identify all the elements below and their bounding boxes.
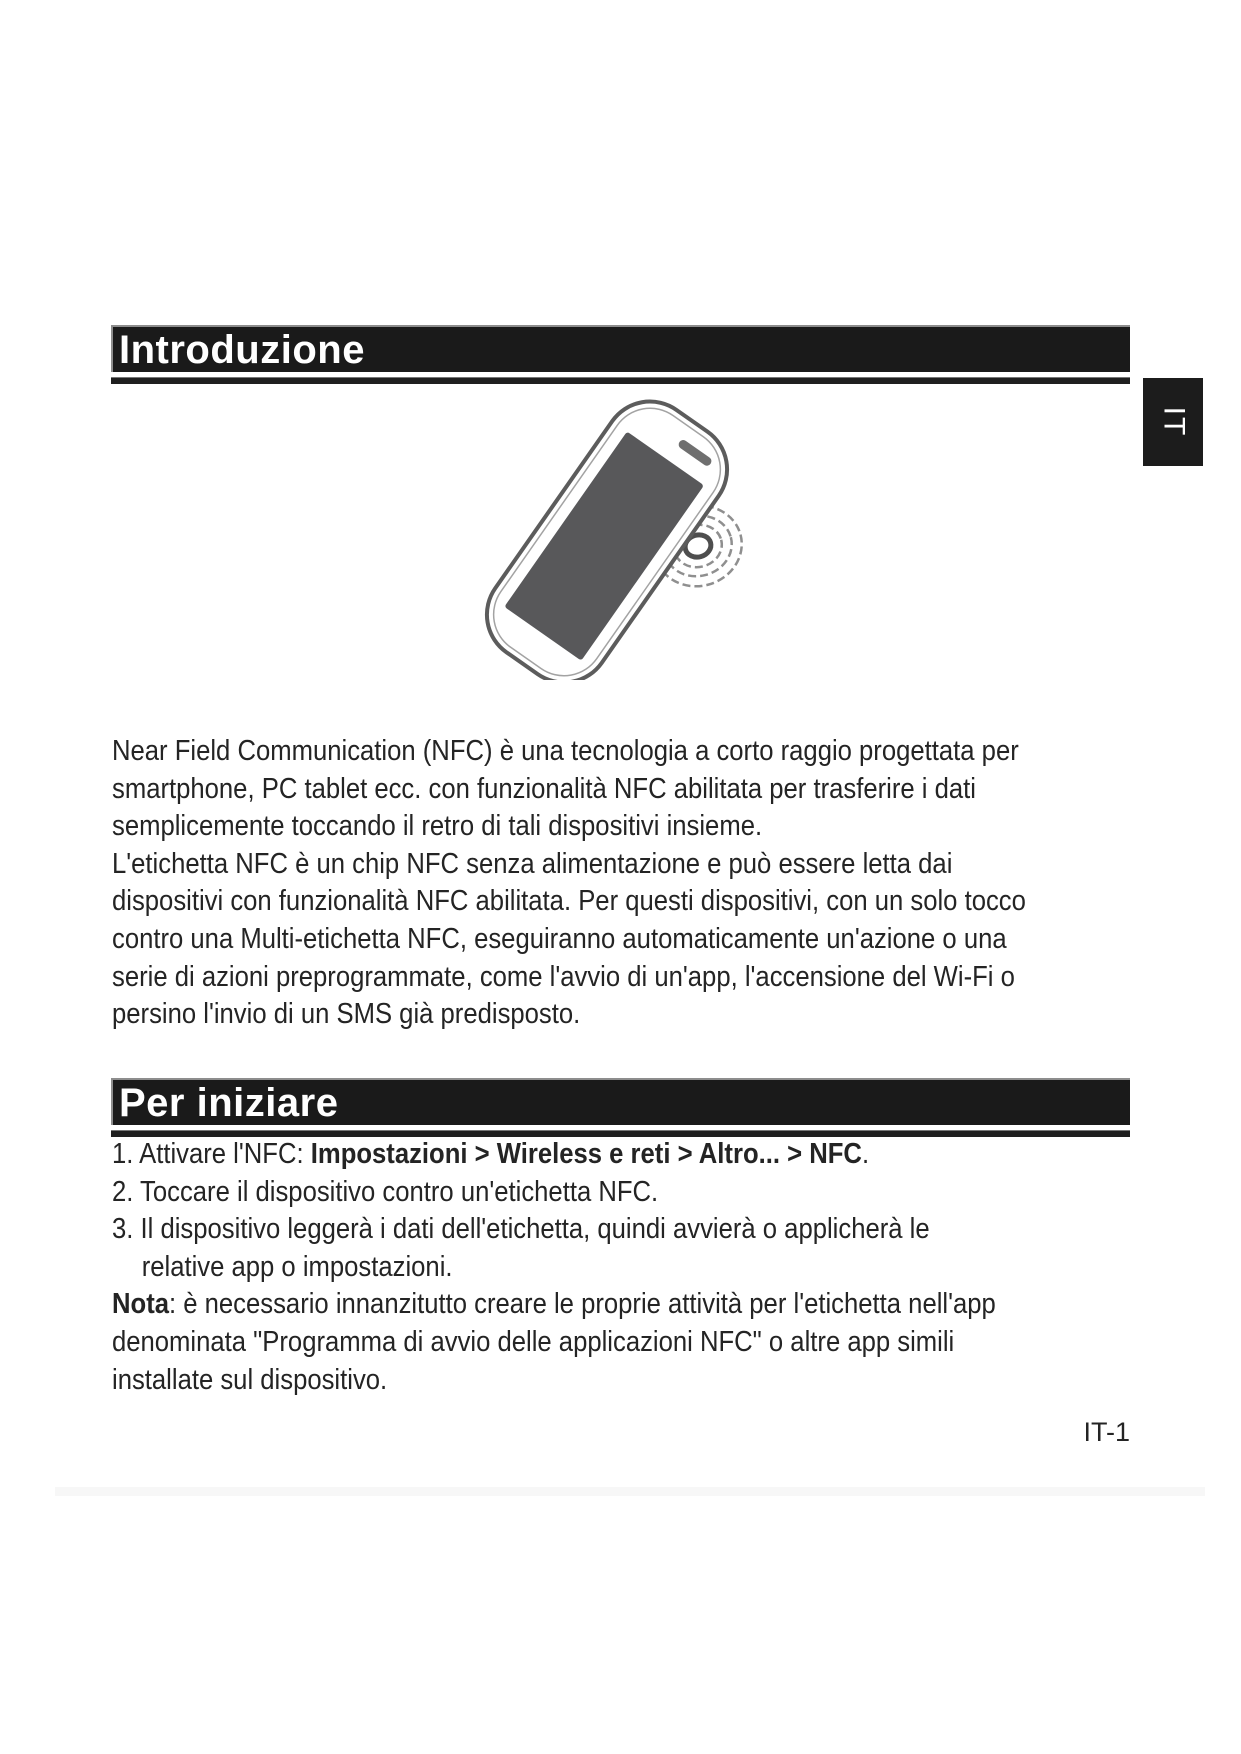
menu-path-impostazioni: Impostazioni — [310, 1138, 468, 1170]
text-line: semplicemente toccando il retro di tali dispositivi insieme. — [112, 810, 763, 843]
menu-path-wireless-e-reti: Wireless e reti — [496, 1138, 671, 1170]
menu-path-nfc: NFC — [809, 1138, 862, 1170]
language-tab — [1143, 378, 1203, 466]
step-1-text: 1. Attivare l'NFC: — [112, 1138, 311, 1170]
section-header-per-iniziare — [111, 1078, 1130, 1125]
text-line: L'etichetta NFC è un chip NFC senza alimentazione e può essere letta dai — [112, 847, 953, 880]
section-title-introduzione: Introduzione — [119, 327, 365, 372]
step-1-suffix: . — [861, 1138, 870, 1170]
smartphone-icon — [469, 383, 745, 680]
step-2: 2. Toccare il dispositivo contro un'etichetta NFC. — [112, 1175, 659, 1208]
menu-path-altro: Altro... — [698, 1138, 780, 1170]
text-line: smartphone, PC tablet ecc. con funzionalità NFC abilitata per trasferire i dati — [112, 772, 976, 805]
menu-path-separator: > — [467, 1138, 497, 1170]
step-3: 3. Il dispositivo leggerà i dati dell'etichetta, quindi avvierà o applicherà le — [112, 1213, 930, 1246]
scan-artifact-band — [55, 1487, 1205, 1496]
note-line — [112, 1286, 1066, 1324]
section-title-per-iniziare: Per iniziare — [119, 1080, 339, 1125]
text-line: persino l'invio di un SMS già predisposto. — [112, 998, 581, 1031]
note-label: Nota — [112, 1288, 170, 1321]
menu-path-separator: > — [779, 1138, 810, 1170]
step-3-continued: relative app o impostazioni. — [141, 1250, 453, 1283]
phone-nfc-illustration — [425, 380, 785, 680]
intro-paragraph — [112, 733, 1172, 1034]
note-text: : è necessario innanzitutto creare le proprie attività per l'etichetta nell'app — [169, 1288, 996, 1321]
note-line: installate sul dispositivo. — [112, 1363, 388, 1396]
note-line: denominata "Programma di avvio delle applicazioni NFC" o altre app simili — [112, 1325, 955, 1358]
section-header-introduzione — [111, 325, 1130, 372]
menu-path-separator: > — [670, 1138, 699, 1170]
text-line: Near Field Communication (NFC) è una tecnologia a corto raggio progettata per — [112, 735, 1019, 767]
page-number: IT-1 — [1083, 1417, 1130, 1447]
text-line: dispositivi con funzionalità NFC abilitata. Per questi dispositivi, con un solo tocco — [112, 885, 1026, 918]
text-line: serie di azioni preprogrammate, come l'avvio di un'app, l'accensione del Wi-Fi o — [112, 960, 1015, 993]
steps-list — [112, 1136, 1172, 1399]
text-line: contro una Multi-etichetta NFC, eseguiranno automaticamente un'azione o una — [112, 922, 1007, 955]
language-tab-label: IT — [1156, 406, 1190, 438]
step-1 — [112, 1136, 1066, 1174]
